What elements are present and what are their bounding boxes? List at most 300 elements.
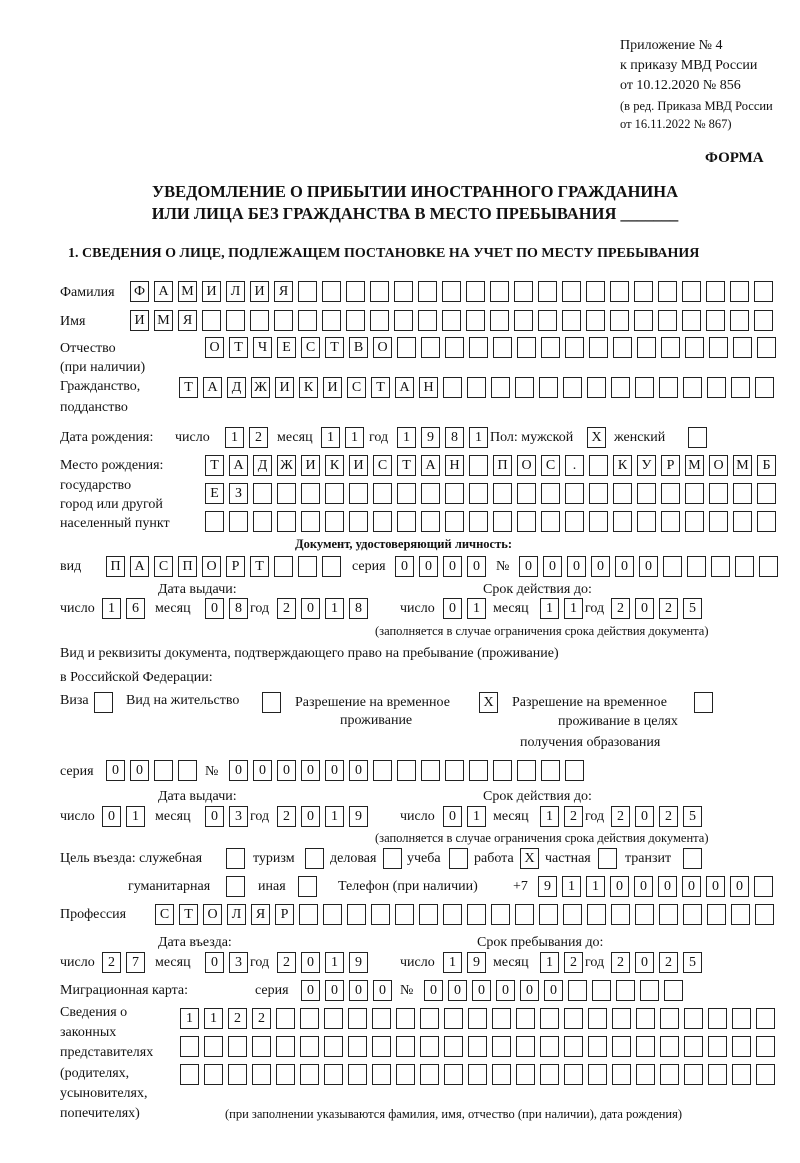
char-box[interactable]: Я (274, 281, 293, 302)
checkbox[interactable] (226, 848, 245, 869)
char-box[interactable]: И (301, 455, 320, 476)
char-box[interactable]: Ж (277, 455, 296, 476)
char-box[interactable]: 2 (277, 598, 296, 619)
char-box[interactable]: 0 (205, 598, 224, 619)
char-box[interactable] (515, 904, 534, 925)
char-box[interactable]: Т (325, 337, 344, 358)
char-box[interactable] (394, 310, 413, 331)
char-box[interactable] (735, 556, 754, 577)
char-box[interactable] (324, 1036, 343, 1057)
char-box[interactable]: О (203, 904, 222, 925)
char-box[interactable] (373, 511, 392, 532)
char-box[interactable] (252, 1064, 271, 1085)
char-box[interactable] (252, 1036, 271, 1057)
char-box[interactable] (493, 511, 512, 532)
char-box[interactable] (491, 904, 510, 925)
char-box[interactable] (516, 1008, 535, 1029)
char-box[interactable] (706, 281, 725, 302)
char-box[interactable]: 1 (180, 1008, 199, 1029)
char-box[interactable]: Ч (253, 337, 272, 358)
char-box[interactable] (588, 1064, 607, 1085)
char-box[interactable]: О (517, 455, 536, 476)
checkbox[interactable] (94, 692, 113, 713)
char-box[interactable]: 1 (225, 427, 244, 448)
char-box[interactable] (300, 1064, 319, 1085)
char-box[interactable]: 1 (562, 876, 581, 897)
char-box[interactable]: 5 (683, 598, 702, 619)
char-box[interactable] (541, 511, 560, 532)
char-box[interactable] (755, 904, 774, 925)
char-box[interactable] (322, 281, 341, 302)
char-box[interactable] (517, 483, 536, 504)
char-box[interactable] (757, 483, 776, 504)
char-box[interactable] (664, 980, 683, 1001)
char-box[interactable] (682, 281, 701, 302)
char-box[interactable]: Т (397, 455, 416, 476)
char-box[interactable] (322, 556, 341, 577)
char-box[interactable] (420, 1036, 439, 1057)
char-box[interactable] (204, 1064, 223, 1085)
char-box[interactable] (685, 337, 704, 358)
char-box[interactable] (493, 760, 512, 781)
char-box[interactable]: К (299, 377, 318, 398)
char-box[interactable] (754, 281, 773, 302)
char-box[interactable] (420, 1008, 439, 1029)
char-box[interactable]: 8 (229, 598, 248, 619)
char-box[interactable] (589, 455, 608, 476)
char-box[interactable]: К (325, 455, 344, 476)
char-box[interactable] (467, 377, 486, 398)
char-box[interactable] (277, 511, 296, 532)
char-box[interactable] (541, 760, 560, 781)
char-box[interactable]: Е (277, 337, 296, 358)
char-box[interactable] (442, 281, 461, 302)
char-box[interactable] (493, 483, 512, 504)
char-box[interactable] (756, 1008, 775, 1029)
char-box[interactable] (663, 556, 682, 577)
char-box[interactable] (322, 310, 341, 331)
char-box[interactable]: 2 (564, 952, 583, 973)
char-box[interactable]: 0 (467, 556, 486, 577)
char-box[interactable] (637, 511, 656, 532)
char-box[interactable] (610, 310, 629, 331)
char-box[interactable] (300, 1008, 319, 1029)
char-box[interactable] (759, 556, 778, 577)
char-box[interactable] (541, 483, 560, 504)
char-box[interactable] (730, 281, 749, 302)
char-box[interactable]: Т (371, 377, 390, 398)
char-box[interactable] (730, 310, 749, 331)
char-box[interactable] (346, 310, 365, 331)
char-box[interactable]: 2 (252, 1008, 271, 1029)
char-box[interactable]: 0 (130, 760, 149, 781)
char-box[interactable]: 0 (277, 760, 296, 781)
char-box[interactable] (637, 337, 656, 358)
char-box[interactable] (683, 904, 702, 925)
char-box[interactable]: О (709, 455, 728, 476)
char-box[interactable] (711, 556, 730, 577)
char-box[interactable] (443, 904, 462, 925)
char-box[interactable] (540, 1008, 559, 1029)
char-box[interactable] (517, 511, 536, 532)
char-box[interactable] (658, 281, 677, 302)
char-box[interactable] (754, 310, 773, 331)
char-box[interactable]: 0 (591, 556, 610, 577)
char-box[interactable] (732, 1064, 751, 1085)
char-box[interactable] (685, 511, 704, 532)
char-box[interactable] (301, 511, 320, 532)
char-box[interactable]: У (637, 455, 656, 476)
char-box[interactable] (370, 310, 389, 331)
char-box[interactable] (733, 511, 752, 532)
char-box[interactable] (349, 483, 368, 504)
char-box[interactable] (612, 1036, 631, 1057)
char-box[interactable] (588, 1008, 607, 1029)
char-box[interactable] (372, 1008, 391, 1029)
char-box[interactable]: Е (205, 483, 224, 504)
char-box[interactable] (708, 1008, 727, 1029)
char-box[interactable]: 0 (635, 598, 654, 619)
char-box[interactable]: 2 (564, 806, 583, 827)
char-box[interactable]: 2 (249, 427, 268, 448)
char-box[interactable] (493, 337, 512, 358)
char-box[interactable] (298, 556, 317, 577)
char-box[interactable]: 1 (564, 598, 583, 619)
char-box[interactable]: . (565, 455, 584, 476)
char-box[interactable] (685, 483, 704, 504)
char-box[interactable] (277, 483, 296, 504)
char-box[interactable] (324, 1064, 343, 1085)
char-box[interactable] (565, 483, 584, 504)
char-box[interactable] (514, 281, 533, 302)
char-box[interactable]: 2 (611, 598, 630, 619)
char-box[interactable] (347, 904, 366, 925)
char-box[interactable]: 0 (102, 806, 121, 827)
char-box[interactable]: 0 (301, 760, 320, 781)
char-box[interactable] (442, 310, 461, 331)
checkbox[interactable] (449, 848, 468, 869)
char-box[interactable] (445, 511, 464, 532)
checkbox[interactable] (683, 848, 702, 869)
char-box[interactable]: 8 (349, 598, 368, 619)
char-box[interactable]: 1 (467, 806, 486, 827)
char-box[interactable] (659, 377, 678, 398)
char-box[interactable] (178, 760, 197, 781)
char-box[interactable] (515, 377, 534, 398)
char-box[interactable] (611, 377, 630, 398)
char-box[interactable] (421, 337, 440, 358)
char-box[interactable] (661, 511, 680, 532)
char-box[interactable]: В (349, 337, 368, 358)
char-box[interactable]: З (229, 483, 248, 504)
char-box[interactable] (562, 310, 581, 331)
char-box[interactable] (490, 281, 509, 302)
char-box[interactable]: С (347, 377, 366, 398)
char-box[interactable]: 0 (301, 598, 320, 619)
char-box[interactable]: 0 (325, 760, 344, 781)
char-box[interactable]: И (202, 281, 221, 302)
char-box[interactable] (323, 904, 342, 925)
char-box[interactable]: И (275, 377, 294, 398)
char-box[interactable] (541, 337, 560, 358)
char-box[interactable]: П (106, 556, 125, 577)
char-box[interactable] (444, 1036, 463, 1057)
char-box[interactable] (301, 483, 320, 504)
char-box[interactable] (204, 1036, 223, 1057)
char-box[interactable] (180, 1064, 199, 1085)
checkbox[interactable]: X (587, 427, 606, 448)
char-box[interactable]: П (493, 455, 512, 476)
char-box[interactable] (612, 1064, 631, 1085)
char-box[interactable] (589, 337, 608, 358)
char-box[interactable]: 0 (472, 980, 491, 1001)
char-box[interactable] (660, 1008, 679, 1029)
char-box[interactable] (755, 377, 774, 398)
char-box[interactable] (589, 483, 608, 504)
char-box[interactable]: 2 (228, 1008, 247, 1029)
char-box[interactable] (684, 1036, 703, 1057)
char-box[interactable] (467, 904, 486, 925)
char-box[interactable]: 1 (325, 806, 344, 827)
char-box[interactable] (202, 310, 221, 331)
char-box[interactable]: 0 (519, 556, 538, 577)
char-box[interactable]: 1 (102, 598, 121, 619)
char-box[interactable]: А (421, 455, 440, 476)
char-box[interactable] (707, 904, 726, 925)
char-box[interactable] (516, 1036, 535, 1057)
char-box[interactable] (613, 337, 632, 358)
char-box[interactable] (587, 904, 606, 925)
char-box[interactable]: 0 (635, 952, 654, 973)
char-box[interactable]: К (613, 455, 632, 476)
checkbox[interactable] (383, 848, 402, 869)
char-box[interactable]: С (154, 556, 173, 577)
char-box[interactable] (733, 483, 752, 504)
char-box[interactable] (517, 337, 536, 358)
char-box[interactable]: И (130, 310, 149, 331)
char-box[interactable] (469, 483, 488, 504)
checkbox[interactable] (298, 876, 317, 897)
char-box[interactable] (298, 281, 317, 302)
char-box[interactable] (563, 377, 582, 398)
char-box[interactable] (613, 483, 632, 504)
char-box[interactable]: 1 (397, 427, 416, 448)
char-box[interactable]: И (250, 281, 269, 302)
char-box[interactable] (706, 310, 725, 331)
char-box[interactable] (466, 281, 485, 302)
char-box[interactable]: 2 (102, 952, 121, 973)
char-box[interactable]: 0 (706, 876, 725, 897)
char-box[interactable]: И (349, 455, 368, 476)
char-box[interactable]: 0 (610, 876, 629, 897)
char-box[interactable] (445, 337, 464, 358)
char-box[interactable]: А (130, 556, 149, 577)
char-box[interactable]: М (733, 455, 752, 476)
char-box[interactable] (539, 904, 558, 925)
char-box[interactable]: С (541, 455, 560, 476)
char-box[interactable] (444, 1064, 463, 1085)
char-box[interactable] (276, 1036, 295, 1057)
char-box[interactable]: 0 (325, 980, 344, 1001)
char-box[interactable] (276, 1064, 295, 1085)
char-box[interactable]: 1 (540, 952, 559, 973)
char-box[interactable] (469, 760, 488, 781)
char-box[interactable] (731, 377, 750, 398)
char-box[interactable] (324, 1008, 343, 1029)
char-box[interactable]: 1 (540, 598, 559, 619)
char-box[interactable] (660, 1036, 679, 1057)
char-box[interactable]: А (203, 377, 222, 398)
char-box[interactable] (564, 1064, 583, 1085)
char-box[interactable]: 2 (659, 598, 678, 619)
char-box[interactable]: Т (179, 377, 198, 398)
char-box[interactable]: 0 (205, 952, 224, 973)
char-box[interactable] (514, 310, 533, 331)
char-box[interactable] (396, 1036, 415, 1057)
char-box[interactable]: А (395, 377, 414, 398)
char-box[interactable]: 0 (496, 980, 515, 1001)
char-box[interactable] (154, 760, 173, 781)
char-box[interactable]: 1 (586, 876, 605, 897)
char-box[interactable] (468, 1036, 487, 1057)
char-box[interactable] (565, 337, 584, 358)
char-box[interactable] (733, 337, 752, 358)
char-box[interactable] (709, 511, 728, 532)
char-box[interactable] (709, 337, 728, 358)
char-box[interactable] (490, 310, 509, 331)
char-box[interactable] (325, 511, 344, 532)
char-box[interactable] (516, 1064, 535, 1085)
char-box[interactable] (492, 1064, 511, 1085)
char-box[interactable] (687, 556, 706, 577)
char-box[interactable] (684, 1008, 703, 1029)
char-box[interactable] (588, 1036, 607, 1057)
char-box[interactable] (373, 760, 392, 781)
char-box[interactable] (540, 1064, 559, 1085)
checkbox[interactable] (226, 876, 245, 897)
char-box[interactable]: 2 (659, 952, 678, 973)
char-box[interactable]: 0 (658, 876, 677, 897)
char-box[interactable] (395, 904, 414, 925)
char-box[interactable] (610, 281, 629, 302)
char-box[interactable]: 0 (443, 806, 462, 827)
char-box[interactable] (538, 281, 557, 302)
char-box[interactable]: 0 (520, 980, 539, 1001)
char-box[interactable]: 0 (395, 556, 414, 577)
char-box[interactable] (229, 511, 248, 532)
char-box[interactable]: 0 (419, 556, 438, 577)
char-box[interactable] (205, 511, 224, 532)
char-box[interactable] (586, 281, 605, 302)
char-box[interactable] (298, 310, 317, 331)
char-box[interactable] (349, 511, 368, 532)
char-box[interactable] (661, 483, 680, 504)
char-box[interactable]: 1 (204, 1008, 223, 1029)
char-box[interactable] (636, 1064, 655, 1085)
char-box[interactable] (421, 760, 440, 781)
char-box[interactable]: Т (250, 556, 269, 577)
char-box[interactable] (469, 337, 488, 358)
char-box[interactable]: 1 (345, 427, 364, 448)
char-box[interactable] (757, 337, 776, 358)
char-box[interactable]: 0 (634, 876, 653, 897)
char-box[interactable]: Ф (130, 281, 149, 302)
checkbox[interactable]: X (520, 848, 539, 869)
char-box[interactable] (565, 511, 584, 532)
char-box[interactable] (707, 377, 726, 398)
char-box[interactable]: 0 (349, 980, 368, 1001)
char-box[interactable] (397, 511, 416, 532)
char-box[interactable]: М (178, 281, 197, 302)
char-box[interactable] (469, 511, 488, 532)
char-box[interactable] (348, 1064, 367, 1085)
char-box[interactable]: 1 (321, 427, 340, 448)
char-box[interactable] (250, 310, 269, 331)
char-box[interactable]: 5 (683, 806, 702, 827)
char-box[interactable]: Д (253, 455, 272, 476)
char-box[interactable] (420, 1064, 439, 1085)
char-box[interactable] (732, 1036, 751, 1057)
char-box[interactable] (228, 1064, 247, 1085)
char-box[interactable]: Т (229, 337, 248, 358)
char-box[interactable]: 0 (253, 760, 272, 781)
char-box[interactable] (274, 310, 293, 331)
char-box[interactable]: 0 (106, 760, 125, 781)
char-box[interactable] (468, 1008, 487, 1029)
char-box[interactable]: 0 (635, 806, 654, 827)
char-box[interactable]: 9 (467, 952, 486, 973)
char-box[interactable]: Л (226, 281, 245, 302)
checkbox[interactable] (598, 848, 617, 869)
char-box[interactable] (418, 281, 437, 302)
checkbox[interactable] (262, 692, 281, 713)
char-box[interactable] (468, 1064, 487, 1085)
char-box[interactable]: Т (179, 904, 198, 925)
checkbox[interactable] (694, 692, 713, 713)
checkbox[interactable]: X (479, 692, 498, 713)
char-box[interactable]: 8 (445, 427, 464, 448)
char-box[interactable] (635, 377, 654, 398)
char-box[interactable] (445, 483, 464, 504)
char-box[interactable] (636, 1036, 655, 1057)
char-box[interactable] (421, 511, 440, 532)
char-box[interactable] (684, 1064, 703, 1085)
char-box[interactable] (418, 310, 437, 331)
char-box[interactable]: 0 (373, 980, 392, 1001)
char-box[interactable] (228, 1036, 247, 1057)
char-box[interactable]: А (154, 281, 173, 302)
char-box[interactable]: А (229, 455, 248, 476)
char-box[interactable] (373, 483, 392, 504)
char-box[interactable]: Т (205, 455, 224, 476)
char-box[interactable]: 3 (229, 952, 248, 973)
char-box[interactable]: 2 (277, 806, 296, 827)
char-box[interactable]: 0 (448, 980, 467, 1001)
char-box[interactable]: 0 (543, 556, 562, 577)
char-box[interactable] (274, 556, 293, 577)
char-box[interactable]: Я (178, 310, 197, 331)
char-box[interactable] (492, 1008, 511, 1029)
char-box[interactable]: 0 (615, 556, 634, 577)
char-box[interactable] (658, 310, 677, 331)
char-box[interactable]: 0 (730, 876, 749, 897)
char-box[interactable] (540, 1036, 559, 1057)
char-box[interactable] (637, 483, 656, 504)
char-box[interactable] (253, 511, 272, 532)
char-box[interactable] (419, 904, 438, 925)
char-box[interactable] (683, 377, 702, 398)
checkbox[interactable] (688, 427, 707, 448)
